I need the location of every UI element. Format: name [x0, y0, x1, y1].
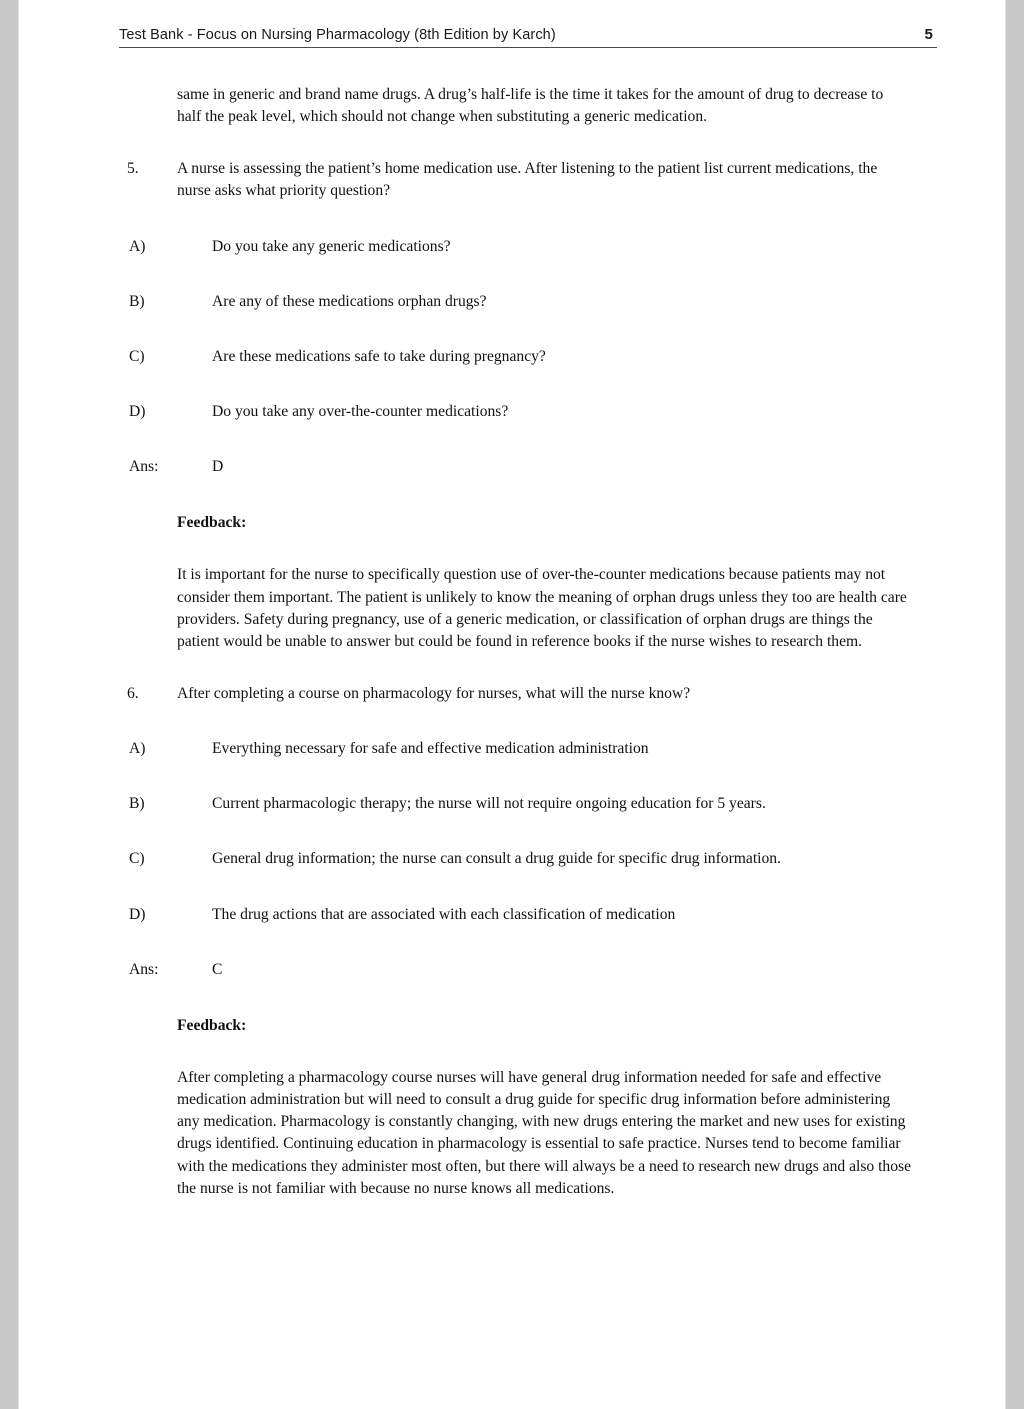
answer-row: [85, 959, 939, 981]
answer-label: Ans:: [129, 458, 159, 476]
feedback-text: After completing a pharmacology course nurses will have general drug information needed for safe and effective medication administration but will need to consult a drug guide for specific drug information before administering any medication. Pharmacology is constantly changing, with new drugs entering the market and new uses for existing drugs identified. Continuing education in pharmacology is essential to safe practice. Nurses tend to become familiar with the medications they administer most often, but there will always be a need to research new drugs and also those the nurse is not familiar with because no nurse knows all medications.: [177, 1068, 912, 1197]
question-text: A nurse is assessing the patient’s home medication use. After listening to the patient list current medications, the nurse asks what priority question?: [177, 160, 878, 200]
answer-row: [85, 456, 939, 478]
option-text: Everything necessary for safe and effective medication administration: [212, 740, 649, 758]
option-row[interactable]: [85, 401, 939, 423]
header-title: Test Bank - Focus on Nursing Pharmacology (8th Edition by Karch): [119, 27, 556, 43]
answer-value: D: [212, 458, 224, 476]
page-header: [119, 26, 937, 48]
option-row[interactable]: [85, 738, 939, 760]
option-row[interactable]: [85, 346, 939, 368]
answer-value: C: [212, 960, 223, 978]
option-letter: C): [129, 347, 145, 365]
option-row[interactable]: [85, 848, 939, 870]
option-row[interactable]: [85, 291, 939, 313]
option-letter: D): [129, 905, 146, 923]
question-number: 5.: [127, 160, 139, 178]
option-letter: A): [129, 237, 146, 255]
option-text: Are these medications safe to take during pregnancy?: [212, 347, 546, 365]
option-letter: A): [129, 740, 146, 758]
option-row[interactable]: [85, 236, 939, 258]
option-letter: B): [129, 292, 145, 310]
option-text: Do you take any over-the-counter medications?: [212, 402, 509, 420]
option-row[interactable]: [85, 904, 939, 926]
option-text: General drug information; the nurse can consult a drug guide for specific drug information.: [212, 850, 781, 868]
option-letter: C): [129, 850, 145, 868]
option-row[interactable]: [85, 793, 939, 815]
option-text: The drug actions that are associated with each classification of medication: [212, 905, 676, 923]
page-number: 5: [924, 26, 933, 43]
continued-paragraph: same in generic and brand name drugs. A drug’s half-life is the time it takes for the amount of drug to decrease to half the peak level, which should not change when substituting a generic medication.: [177, 86, 884, 126]
feedback-label: Feedback:: [177, 514, 247, 532]
document-body: [85, 84, 939, 1200]
document-page: [19, 0, 1005, 1409]
answer-label: Ans:: [129, 960, 159, 978]
question-text: After completing a course on pharmacology for nurses, what will the nurse know?: [177, 684, 691, 702]
question-block: [85, 158, 939, 202]
option-letter: B): [129, 795, 145, 813]
option-text: Current pharmacologic therapy; the nurse will not require ongoing education for 5 years.: [212, 795, 766, 813]
question-block: [85, 683, 939, 705]
option-text: Are any of these medications orphan drugs?: [212, 292, 487, 310]
feedback-text: It is important for the nurse to specifically question use of over-the-counter medications because patients may not consider them important. The patient is unlikely to know the meaning of orphan drugs unless they too are health care providers. Safety during pregnancy, use of a generic medication, or classification of orphan drugs are things the patient would be unable to answer but could be found in reference books if the nurse wishes to research them.: [177, 566, 907, 650]
option-letter: D): [129, 402, 146, 420]
option-text: Do you take any generic medications?: [212, 237, 451, 255]
question-number: 6.: [127, 684, 139, 702]
feedback-label: Feedback:: [177, 1016, 247, 1034]
